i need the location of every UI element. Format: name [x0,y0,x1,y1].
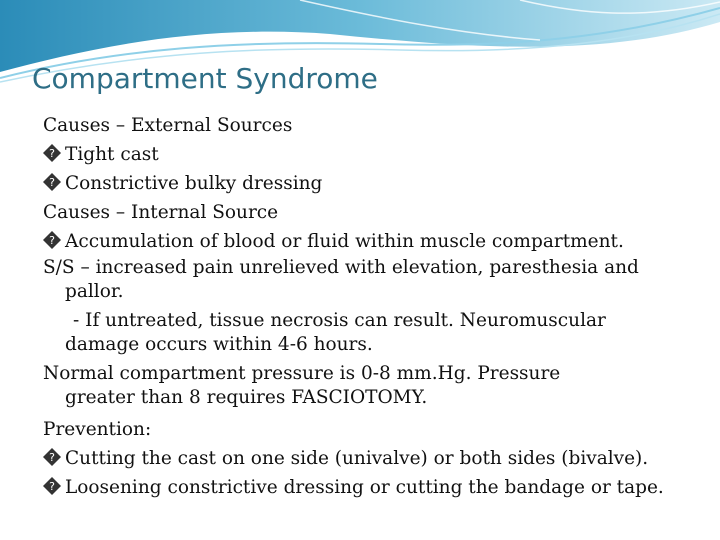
signs-symptoms-line: S/S – increased pain unrelieved with elevation, paresthesia and [43,257,639,278]
missing-glyph-icon [43,144,65,162]
signs-symptoms-line: pallor. [65,281,124,302]
bullet-item [43,473,683,502]
prevention-heading: Prevention: [43,419,152,440]
slide-title: Compartment Syndrome [32,62,378,95]
causes-internal-heading: Causes – Internal Source [43,202,279,223]
svg-text:?: ? [49,147,55,160]
missing-glyph-icon [43,448,65,466]
bullet-text: Tight cast [65,144,159,165]
svg-text:?: ? [49,480,55,493]
bullet-text: Constrictive bulky dressing [65,173,323,194]
normal-pressure-line: greater than 8 requires FASCIOTOMY. [65,387,428,408]
normal-pressure-line: Normal compartment pressure is 0-8 mm.Hg. Pressure [43,363,561,384]
bullet-item [43,227,683,256]
missing-glyph-icon [43,173,65,191]
untreated-line: - If untreated, tissue necrosis can result. Neuromuscular [73,310,606,331]
missing-glyph-icon [43,231,65,249]
bullet-text: Loosening constrictive dressing or cutting the bandage or tape. [65,477,664,498]
slide-body [43,111,683,502]
bullet-text: Cutting the cast on one side (univalve) or both sides (bivalve). [65,448,649,469]
normal-pressure-paragraph [43,362,683,410]
bullet-item [43,140,683,169]
signs-symptoms-paragraph [43,256,683,304]
svg-text:?: ? [49,451,55,464]
bullet-item [43,444,683,473]
untreated-paragraph [43,309,683,357]
svg-text:?: ? [49,176,55,189]
bullet-item [43,169,683,198]
causes-external-heading: Causes – External Sources [43,115,293,136]
svg-text:?: ? [49,234,55,247]
untreated-line: damage occurs within 4-6 hours. [65,334,373,355]
missing-glyph-icon [43,477,65,495]
bullet-text: Accumulation of blood or fluid within muscle compartment. [65,231,624,252]
